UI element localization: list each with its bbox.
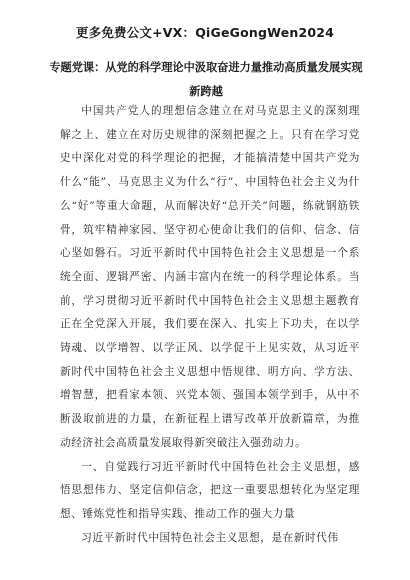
document-title: 专题党课：从党的科学理论中汲取奋进力量推动高质量发展实现新跨越 xyxy=(49,61,363,98)
section-heading-1: 一、自觉践行习近平新时代中国特色社会主义思想，感悟思想伟力、坚定信仰信念，把这一重要思想转化为坚定理想、锤炼党性和指导实践、推动工作的强大力量 xyxy=(60,460,360,520)
body-paragraph-1: 中国共产党人的理想信念建立在对马克思主义的深刻理解之上、建立在对历史规律的深刻把握之上。只有在学习党史中深化对党的科学理论的把握，才能搞清楚中国共产党为什么“能”、马克思主义为什么“行”、中国特色社会主义为什么“好”等重大命题，从而解决好“总开关”问题，练就钢筋铁骨，筑牢精神家园、坚守初心使命让我们的信仰、信念、信心坚如磐石。习近平新时代中国特色社会主义思想是一个系统全面、逻辑严密、内涵丰富内在统一的科学理论体系。当前，学习贯彻习近平新时代中国特色社会主义思想主题教育正在全党深入开展，我们要在深入、扎实上下功夫，在以学铸魂、以学增智、以学正风、以学促干上见实效，从习近平新时代中国特色社会主义思想中悟规律、明方向、学方法、增智慧，把看家本领、兴党本领、强国本领学到手，从中不断汲取前进的力量，在新征程上谱写改革开放新篇章，为推动经济社会高质量发展取得新突破注入强劲动力。 xyxy=(60,105,360,449)
promo-banner: 更多免费公文+VX：QiGeGongWen2024 xyxy=(75,25,335,40)
document-body xyxy=(60,100,360,550)
body-paragraph-2: 习近平新时代中国特色社会主义思想，是在新时代伟 xyxy=(81,531,339,544)
